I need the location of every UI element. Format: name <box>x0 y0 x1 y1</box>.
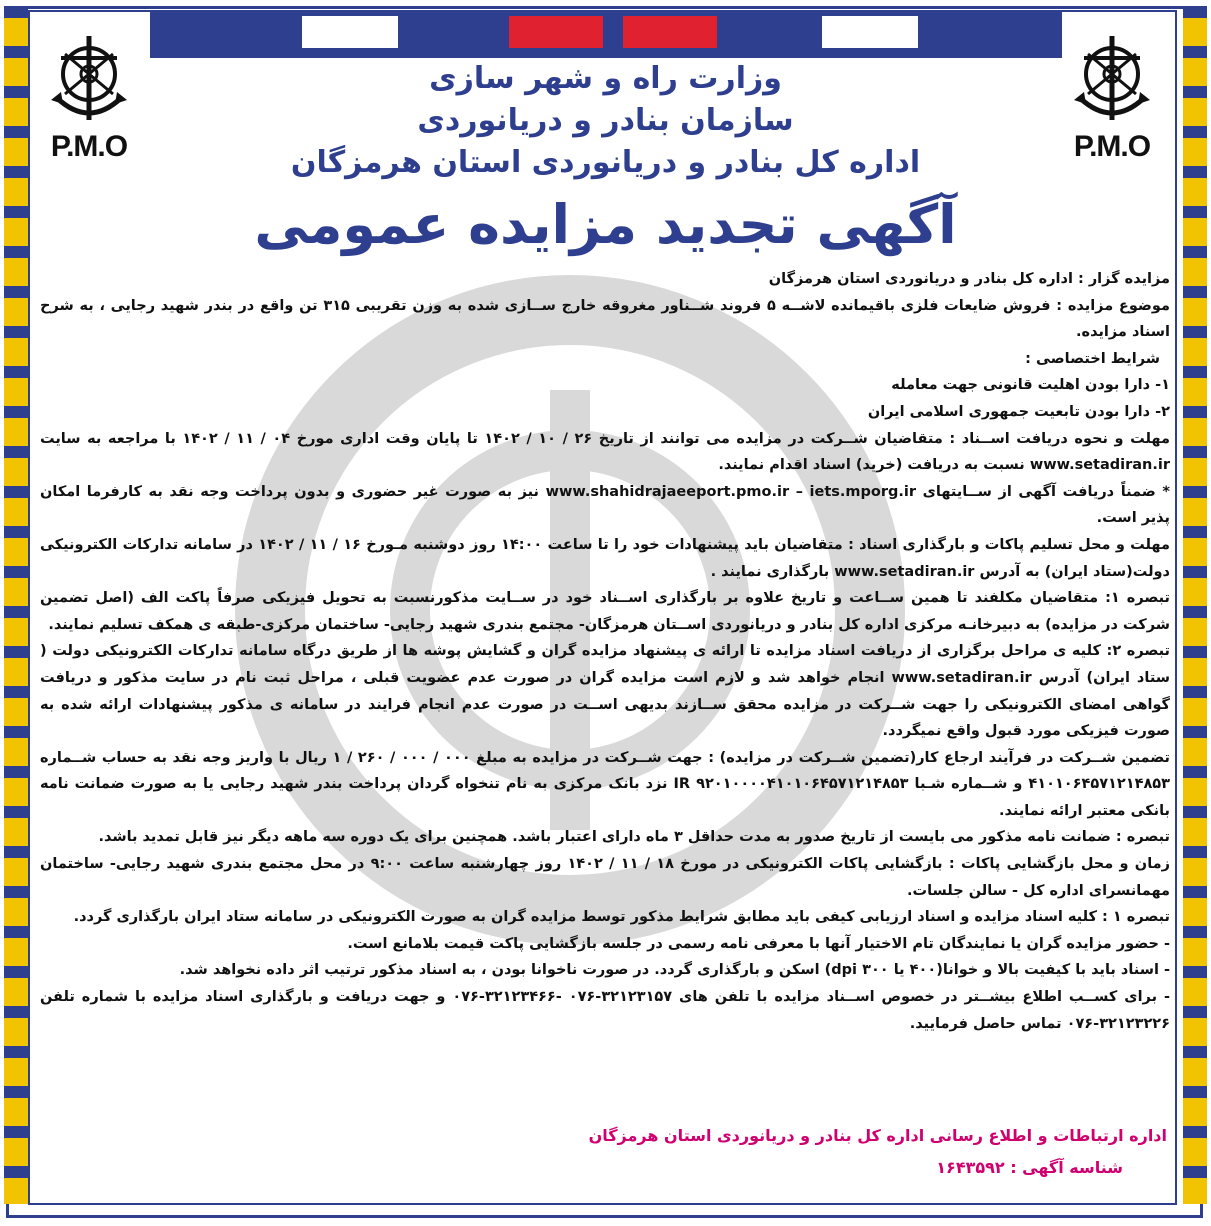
attendance-note: - حضور مزایده گران یا نمایندگان تام الاختیار آنها با معرفی نامه رسمی در جلسه بازگشایی پاکت قیمت بلامانع است. <box>347 935 1170 952</box>
submission-paragraph: مهلت و محل تسلیم پاکات و بارگذاری اسناد : متقاضیان باید پیشنهادات خود را تا ساعت ۱۴:۰۰ روز دوشنبه مـورخ ۱۶ / ۱۱ / ۱۴۰۲ در سامانه تدارکات الکترونیکی دولت(ستاد ایران) به آدرس www.setadiran.ir بارگذاری نمایند . <box>40 536 1170 580</box>
subject-paragraph: موضوع مزایده : فروش ضایعات فلزی باقیمانده لاشــه ۵ فروند شــناور مغروقه خارج ســازی شده به وزن تقریبی ۳۱۵ تن واقع در بندر شهید رجایی ، به شرح اسناد مزایده. <box>40 297 1170 341</box>
logo-label: P.M.O <box>1073 130 1151 163</box>
auctioneer-line: مزایده گزار : اداره کل بنادر و دریانوردی استان هرمزگان <box>768 271 1170 287</box>
guarantee-note: تبصره : ضمانت نامه مذکور می بایست از تاریخ صدور به مدت حداقل ۳ ماه دارای اعتبار باشد. همچنین برای یک دوره سه ماهه دیگر نیز قابل تمدید باشد. <box>98 829 1170 846</box>
conditions-heading: شرایط اختصاصی : <box>1025 350 1160 367</box>
note-2-paragraph: تبصره ۲: کلیه ی مراحل برگزاری از دریافت اسناد مزایده تا ارائه ی پیشنهاد مزایده گران و گشایش پوشه ها از طریق درگاه سامانه تدارکات الکترونیکی دولت ( ستاد ایران) آدرس www.setadiran.ir انجام خواهد شد و لازم است مزایده گران در صورت عدم عضویت قبلی ، مراحل ثبت نام در سایت مذکور و دریافت گواهی امضای الکترونیکی را جهت شــرکت در مزایده محقق ســازند بدیهی اســت در صورت عدم انجام فرایند در سامانه ی مذکور پیشنهادات ارائه شده به صورت فیزیکی مورد قبول واقع نمیگردد. <box>40 643 1171 740</box>
scan-quality-note: - اسناد باید با کیفیت بالا و خوانا(۴۰۰ یا ۳۰۰ dpi) اسکن و بارگذاری گردد. در صورت ناخوانا بودن ، به اسناد مذکور ترتیب اثر داده نخواهد شد. <box>179 962 1170 979</box>
organization-name: سازمان بنادر و دریانوردی <box>417 103 794 138</box>
pmo-logo-right <box>1065 28 1159 178</box>
top-red-block <box>509 16 603 48</box>
top-red-block <box>623 16 717 48</box>
top-white-block <box>822 16 918 48</box>
pmo-logo-left <box>42 28 136 178</box>
websites-note: * ضمناً دریافت آگهی از ســایتهای www.shahidrajaeeport.pmo.ir – iets.mporg.ir نیز به صورت غیر حضوری و بدون پرداخت وجه نقد به کارفرما امکان پذیر است. <box>40 483 1170 527</box>
logo-label: P.M.O <box>50 130 128 163</box>
office-name: اداره کل بنادر و دریانوردی استان هرمزگان <box>290 145 921 180</box>
anchor-wheel-icon <box>47 28 131 128</box>
contact-paragraph: - برای کســب اطلاع بیشــتر در خصوص اســناد مزایده با تلفن های ۳۲۱۲۳۱۵۷-۰۷۶ -۳۲۱۲۳۴۶۶-۰۷۶ و جهت دریافت و بارگذاری اسناد مزایده با شماره تلفن ۳۲۱۲۳۲۲۶-۰۷۶ تماس حاصل فرمایید. <box>40 989 1170 1032</box>
document-deadline-paragraph: مهلت و نحوه دریافت اســناد : متقاضیان شــرکت در مزایده می توانند از تاریخ ۲۶ / ۱۰ / ۱۴۰۲ تا پایان وقت اداری مورخ ۰۴ / ۱۱ / ۱۴۰۲ با مراجعه به سایت www.setadiran.ir نسبت به دریافت (خرید) اسناد اقدام نمایند. <box>40 430 1170 474</box>
ad-serial: شناسه آگهی : ۱۶۴۳۵۹۲ <box>936 1158 1123 1177</box>
footer-department: اداره ارتباطات و اطلاع رسانی اداره کل بنادر و دریانوردی استان هرمزگان <box>588 1126 1167 1145</box>
top-band <box>150 10 1062 58</box>
header <box>200 58 1011 262</box>
guarantee-paragraph: تضمین شــرکت در فرآیند ارجاع کار(تضمین شــرکت در مزایده) : جهت شــرکت در مزایده به مبلغ ۰۰۰ / ۰۰۰ / ۲۶۰ / ۱ ریال با واریز وجه نقد به حساب شــماره ۴۱۰۱۰۶۴۵۷۱۲۱۴۸۵۳ و شــماره شـبا IR ۹۲۰۱۰۰۰۰۴۱۰۱۰۶۴۵۷۱۲۱۴۸۵۳ نزد بانک مرکزی به نام تنخواه گردان پرداخت بندر شهید رجایی یا به صورت ضمانت نامه بانکی معتبر ارائه نمایند. <box>40 749 1171 819</box>
right-border-rail <box>1183 6 1207 1204</box>
evaluation-note: تبصره ۱ : کلیه اسناد مزایده و اسناد ارزیابی کیفی باید مطابق شرایط مذکور توسط مزایده گران به صورت الکترونیکی در سامانه ستاد ایران بارگذاری گردد. <box>73 909 1170 926</box>
top-white-block <box>302 16 398 48</box>
ad-body <box>40 266 1170 1037</box>
anchor-wheel-icon <box>1070 28 1154 128</box>
ministry-name: وزارت راه و شهر سازی <box>429 61 782 96</box>
opening-paragraph: زمان و محل بازگشایی پاکات : بازگشایی پاکات الکترونیکی در مورخ ۱۸ / ۱۱ / ۱۴۰۲ روز چهارشنبه ساعت ۹:۰۰ در محل مجتمع بندری شهید رجایی- ساختمان مهمانسرای اداره کل - سالن جلسات. <box>40 856 1170 899</box>
condition-item: ۱- دارا بودن اهلیت قانونی جهت معامله <box>891 377 1170 394</box>
left-border-rail <box>4 6 28 1204</box>
condition-item: ۲- دارا بودن تابعیت جمهوری اسلامی ایران <box>867 403 1170 420</box>
note-1-paragraph: تبصره ۱: متقاضیان مکلفند تا همین ســاعت و تاریخ علاوه بر بارگذاری اســناد خود در ســایت مذکورنسبت به تحویل فیزیکی صرفاً پاکت الف (اصل تضمین شرکت در مزایده) به دبیرخانـه مرکزی اداره کل بنادر و دریانوردی اســتان هرمزگان- مجتمع بندری شهید رجایی- ساختمان مرکزی-طبقه ی همکف تسلیم نمایند. <box>40 590 1170 633</box>
page-title: آگهی تجدید مزایده عمومی <box>254 193 957 256</box>
